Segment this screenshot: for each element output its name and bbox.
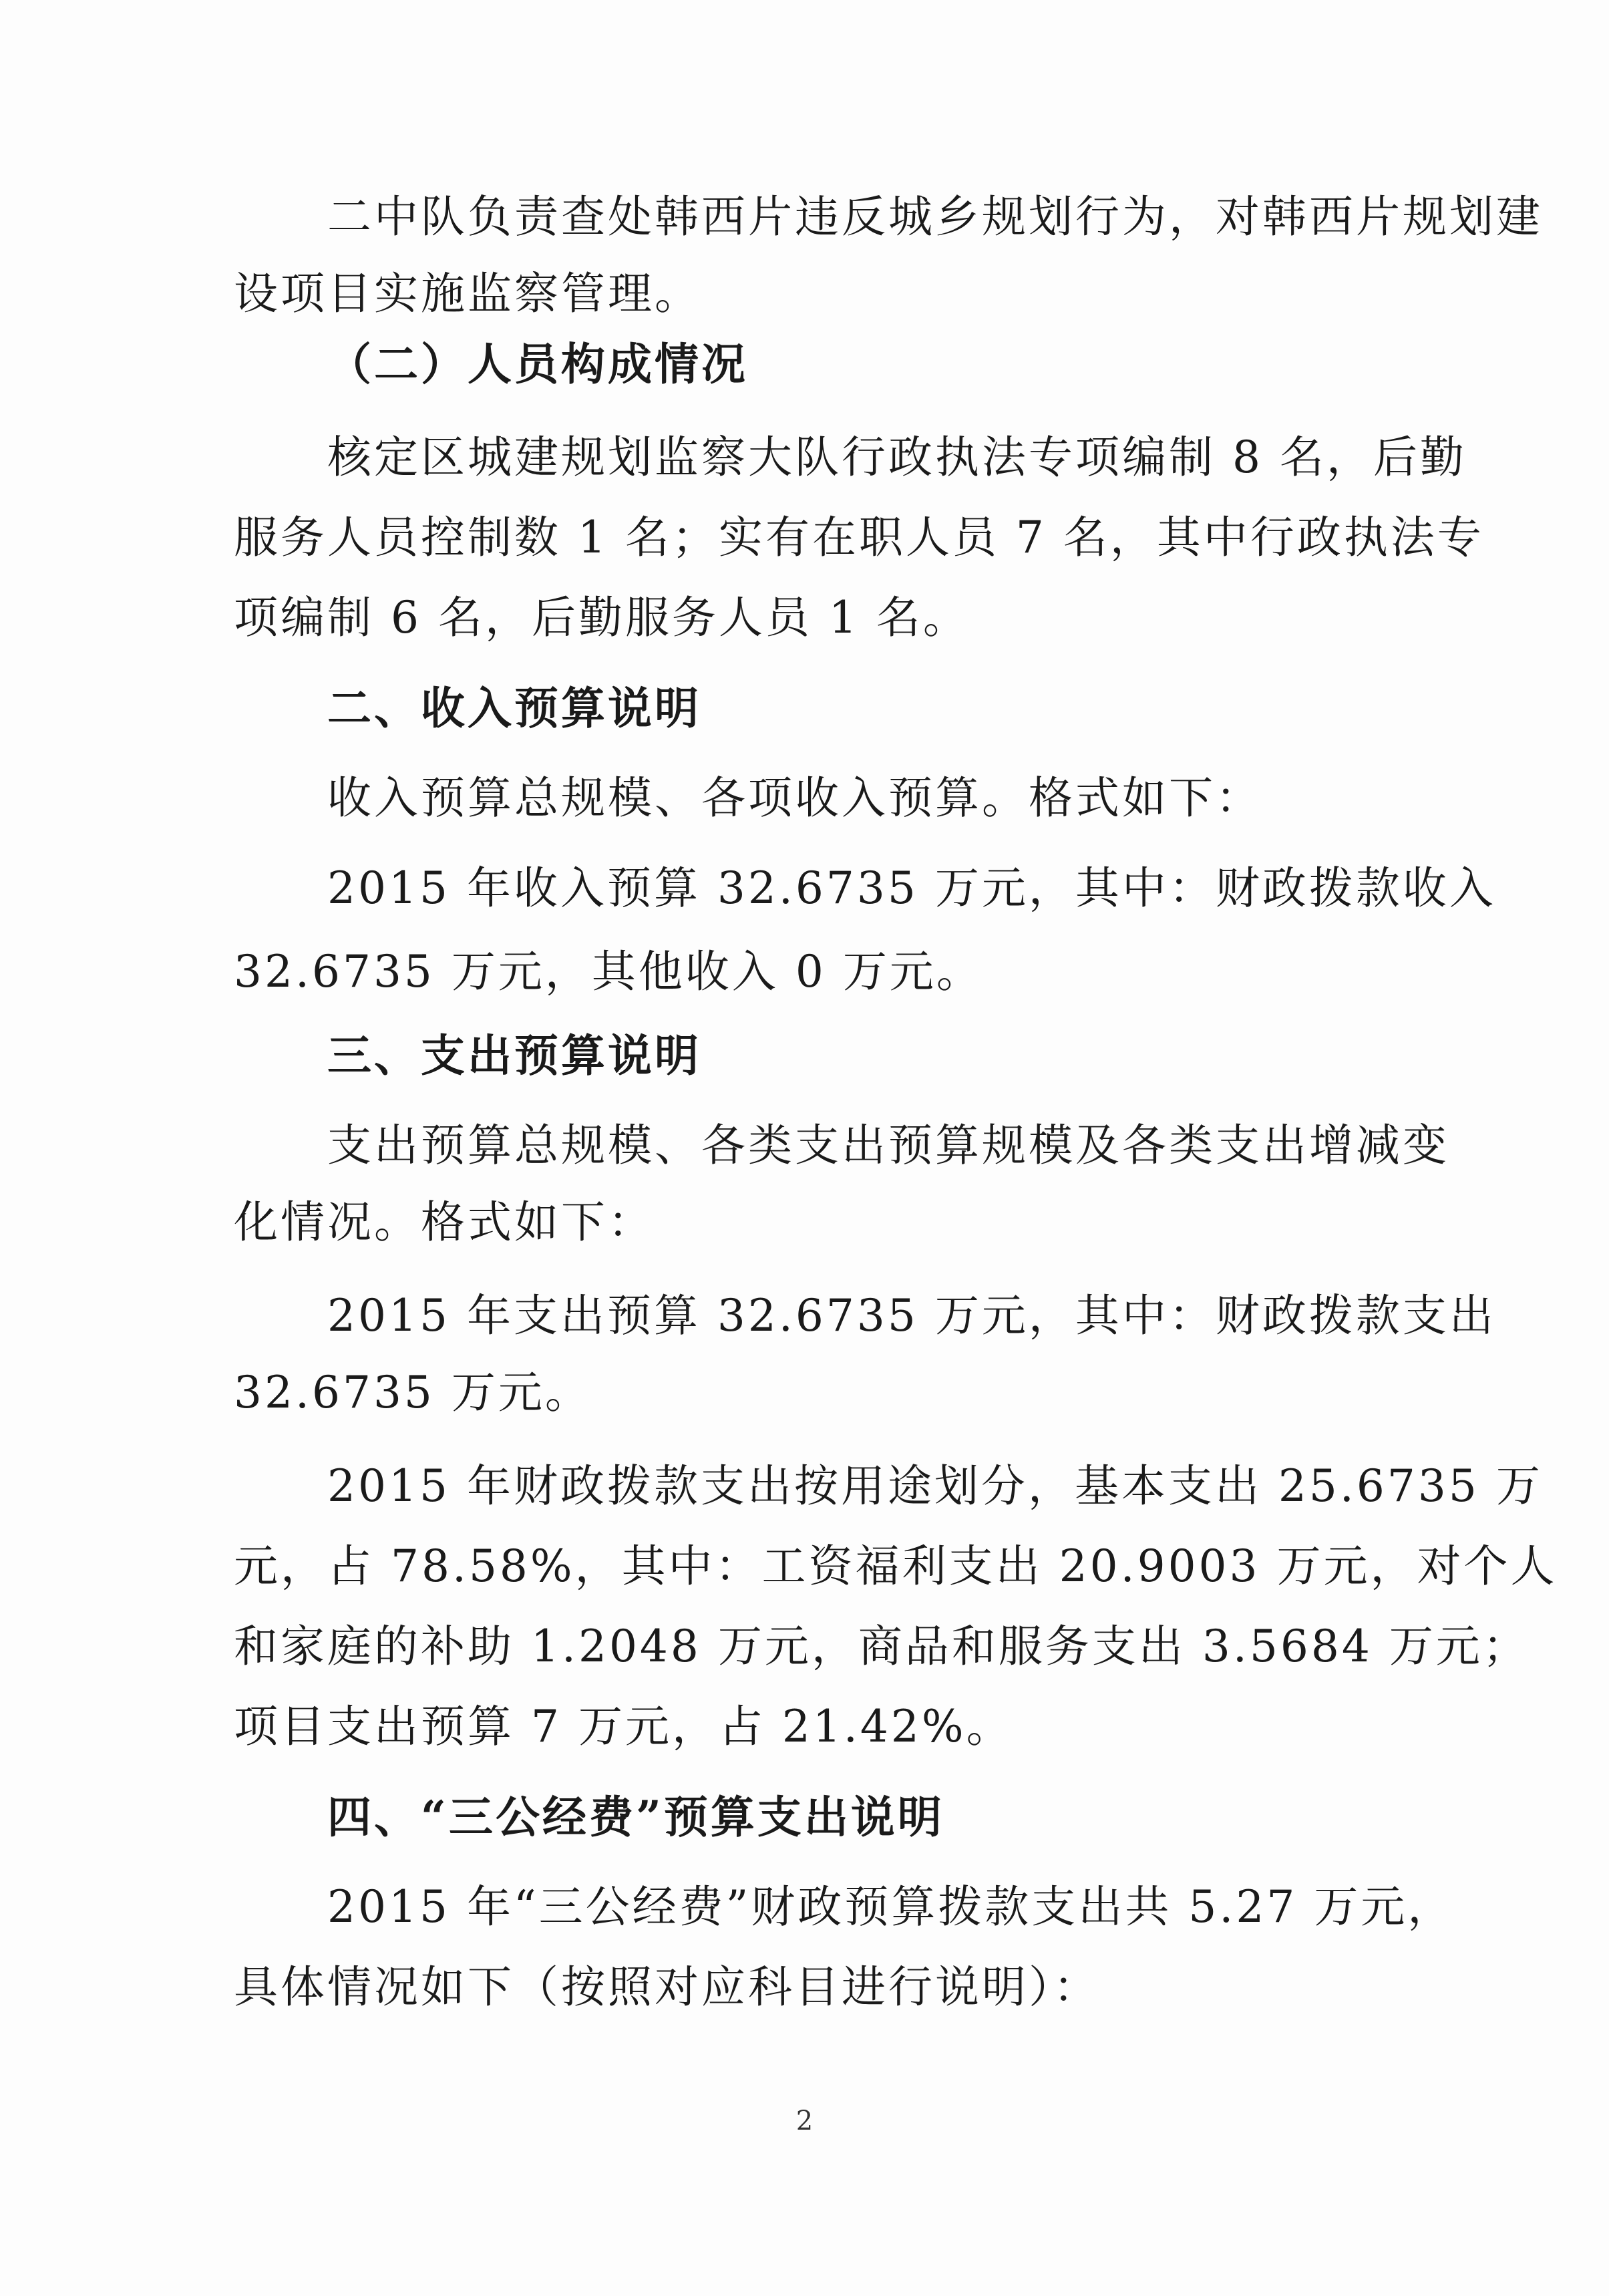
text-line: 服务人员控制数 1 名；实有在职人员 7 名，其中行政执法专: [234, 512, 1484, 563]
text-line: 具体情况如下（按照对应科目进行说明）：: [234, 1961, 1100, 2013]
text-line: 和家庭的补助 1.2048 万元，商品和服务支出 3.5684 万元；: [234, 1621, 1530, 1672]
text-line: 32.6735 万元，其他收入 0 万元。: [234, 946, 983, 997]
text-line: 收入预算总规模、各项收入预算。格式如下：: [327, 772, 1262, 824]
section-heading: 三、支出预算说明: [327, 1029, 701, 1082]
text-line: 二中队负责查处韩西片违反城乡规划行为，对韩西片规划建: [327, 191, 1543, 242]
text-line: 2015 年财政拨款支出按用途划分，基本支出 25.6735 万: [327, 1460, 1543, 1512]
text-line: 项目支出预算 7 万元，占 21.42%。: [234, 1701, 1013, 1752]
text-line: 项编制 6 名，后勤服务人员 1 名。: [234, 592, 970, 643]
section-heading: 四、“三公经费”预算支出说明: [327, 1791, 944, 1843]
text-line: 元，占 78.58%，其中：工资福利支出 20.9003 万元，对个人: [234, 1540, 1558, 1592]
text-line: 32.6735 万元。: [234, 1367, 592, 1418]
text-line: 2015 年支出预算 32.6735 万元，其中：财政拨款支出: [327, 1290, 1496, 1341]
section-heading: （二）人员构成情况: [327, 338, 748, 390]
text-line: 核定区城建规划监察大队行政执法专项编制 8 名，后勤: [327, 432, 1467, 483]
text-line: 2015 年收入预算 32.6735 万元，其中：财政拨款收入: [327, 862, 1496, 914]
page-number: 2: [795, 2106, 814, 2136]
text-line: 支出预算总规模、各类支出预算规模及各类支出增减变: [327, 1120, 1449, 1171]
section-heading: 二、收入预算说明: [327, 682, 701, 734]
text-line: 2015 年“三公经费”财政预算拨款支出共 5.27 万元，: [327, 1881, 1455, 1933]
text-line: 设项目实施监察管理。: [234, 268, 701, 319]
text-line: 化情况。格式如下：: [234, 1196, 655, 1248]
